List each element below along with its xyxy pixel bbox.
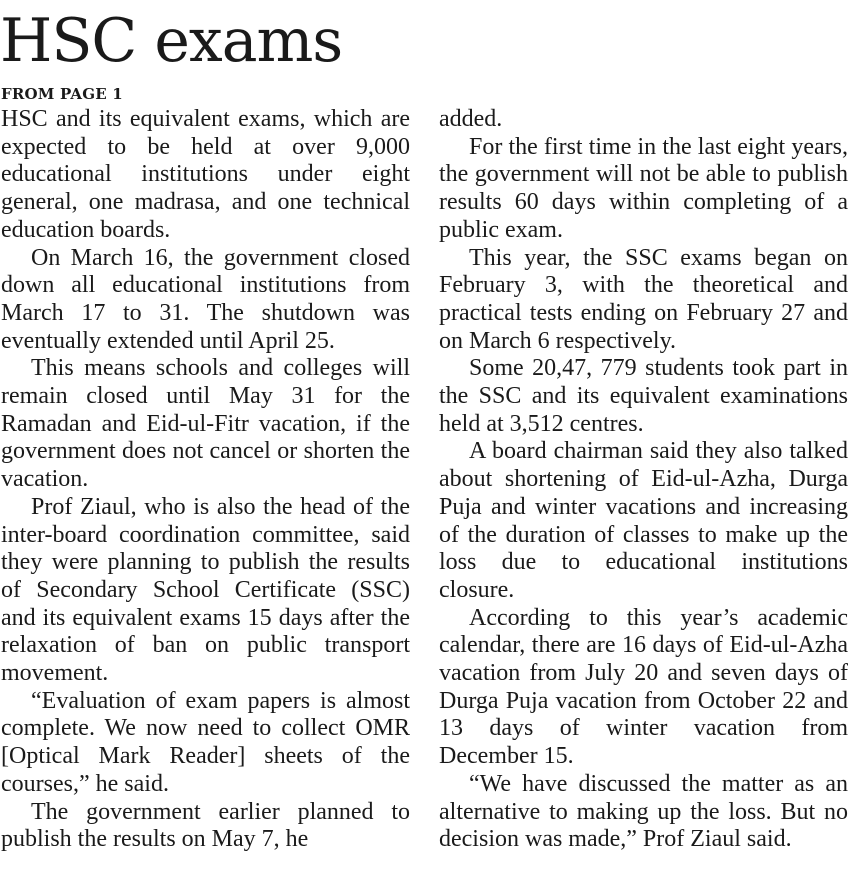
paragraph: HSC and its equivalent exams, which are expected to be held at over 9,000 educational institutions under eight general, one madrasa, and one technical education boards. (1, 106, 410, 243)
paragraph: A board chairman said they also talked about shortening of Eid-ul-Azha, Durga Puja and winter vacations and increasing of the duration of classes to make up the loss due to educational institutions closure. (439, 438, 848, 603)
paragraph: Some 20,47, 779 students took part in the SSC and its equivalent examinations held at 3,512 centres. (439, 355, 848, 437)
paragraph: This means schools and colleges will remain closed until May 31 for the Ramadan and Eid-ul-Fitr vacation, if the government does not cancel or shorten the vacation. (1, 355, 410, 493)
paragraph: According to this year’s academic calendar, there are 16 days of Eid-ul-Azha vacation from July 20 and seven days of Durga Puja vacation from October 22 and 13 days of winter vacation from December 15. (439, 604, 848, 770)
jump-line: FROM PAGE 1 (1, 85, 123, 103)
paragraph: Prof Ziaul, who is also the head of the inter-board coordination committee, said they were planning to publish the results of Secondary School Certificate (SSC) and its equivalent exams 15 days after the relaxation of ban on public transport movement. (1, 493, 410, 687)
paragraph: “Evaluation of exam papers is almost complete. We now need to collect OMR [Optical Mark Reader] sheets of the courses,” he said. (1, 687, 410, 797)
paragraph: For the first time in the last eight years, the government will not be able to publish results 60 days within completing of a public exam. (439, 133, 848, 243)
paragraph: This year, the SSC exams began on February 3, with the theoretical and practical tests ending on February 27 and on March 6 respectively. (439, 244, 848, 354)
article-column-right (439, 106, 848, 854)
paragraph-continuation: added. (439, 106, 503, 132)
paragraph: “We have discussed the matter as an alternative to making up the loss. But no decision was made,” Prof Ziaul said. (439, 770, 848, 853)
paragraph: On March 16, the government closed down all educational institutions from March 17 to 31. The shutdown was eventually extended until April 25. (1, 244, 410, 354)
article-column-left (1, 106, 410, 854)
headline: HSC exams (0, 6, 343, 76)
paragraph: The government earlier planned to publish the results on May 7, he (1, 798, 410, 853)
